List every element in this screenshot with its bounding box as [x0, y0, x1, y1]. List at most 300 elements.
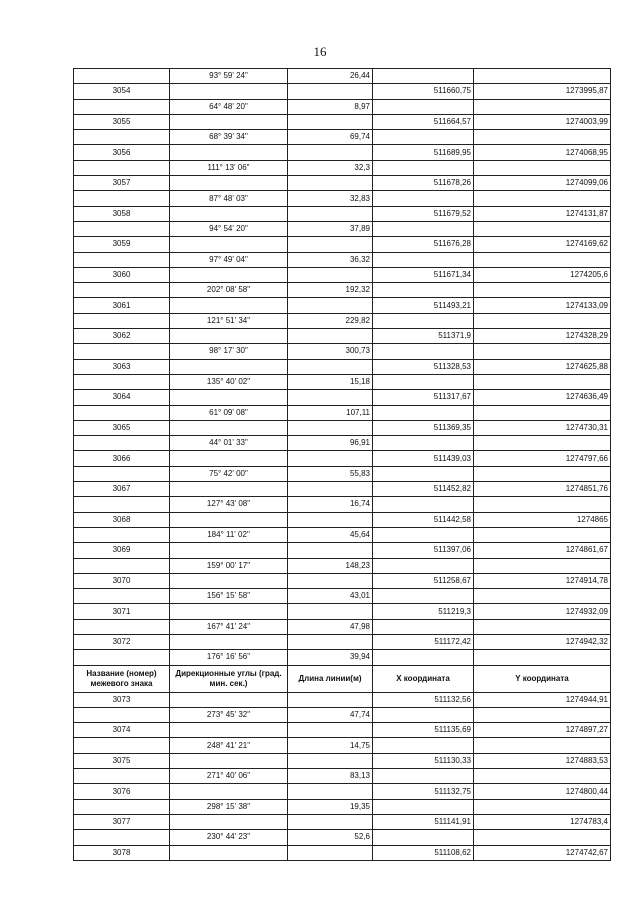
cell-name: 3056	[74, 145, 170, 160]
cell-name	[74, 99, 170, 114]
cell-y: 1274003,99	[474, 114, 611, 129]
cell-y: 1274883,53	[474, 753, 611, 768]
cell-name	[74, 191, 170, 206]
table-row	[74, 573, 611, 588]
cell-x	[373, 99, 474, 114]
cell-x	[373, 436, 474, 451]
cell-x	[373, 707, 474, 722]
cell-length: 8,97	[288, 99, 373, 114]
cell-y	[474, 619, 611, 634]
cell-name: 3060	[74, 267, 170, 282]
cell-name	[74, 830, 170, 845]
cell-x: 511328,53	[373, 359, 474, 374]
cell-length	[288, 482, 373, 497]
cell-angle: 44° 01' 33"	[170, 436, 288, 451]
cell-name	[74, 589, 170, 604]
cell-x	[373, 589, 474, 604]
cell-y: 1274861,67	[474, 543, 611, 558]
cell-x: 511660,75	[373, 84, 474, 99]
cell-angle	[170, 267, 288, 282]
cell-angle	[170, 543, 288, 558]
table-row	[74, 723, 611, 738]
cell-angle	[170, 420, 288, 435]
cell-angle	[170, 634, 288, 649]
cell-length: 148,23	[288, 558, 373, 573]
table-header	[74, 665, 611, 692]
cell-y	[474, 738, 611, 753]
cell-name	[74, 466, 170, 481]
cell-x: 511442,58	[373, 512, 474, 527]
cell-angle: 97° 49' 04"	[170, 252, 288, 267]
table-row	[74, 176, 611, 191]
cell-angle	[170, 845, 288, 860]
cell-length	[288, 329, 373, 344]
cell-name: 3072	[74, 634, 170, 649]
cell-y: 1274800,44	[474, 784, 611, 799]
cell-length	[288, 145, 373, 160]
cell-name: 3073	[74, 692, 170, 707]
cell-name: 3075	[74, 753, 170, 768]
cell-length: 32,83	[288, 191, 373, 206]
cell-length: 14,75	[288, 738, 373, 753]
cell-angle: 298° 15' 38"	[170, 799, 288, 814]
cell-length: 83,13	[288, 769, 373, 784]
table-row	[74, 482, 611, 497]
cell-y	[474, 799, 611, 814]
cell-y: 1274897,27	[474, 723, 611, 738]
table-row	[74, 84, 611, 99]
cell-length: 47,98	[288, 619, 373, 634]
table-row	[74, 543, 611, 558]
table-row	[74, 814, 611, 829]
cell-name: 3078	[74, 845, 170, 860]
table-row	[74, 390, 611, 405]
cell-y	[474, 650, 611, 665]
table-row	[74, 114, 611, 129]
table-row	[74, 845, 611, 860]
table-row	[74, 313, 611, 328]
cell-x: 511172,42	[373, 634, 474, 649]
cell-x	[373, 252, 474, 267]
cell-name	[74, 252, 170, 267]
cell-x: 511317,67	[373, 390, 474, 405]
table-row	[74, 769, 611, 784]
cell-y: 1274730,31	[474, 420, 611, 435]
cell-name	[74, 160, 170, 175]
cell-x	[373, 799, 474, 814]
cell-length	[288, 176, 373, 191]
table-row	[74, 692, 611, 707]
cell-name: 3059	[74, 237, 170, 252]
cell-y	[474, 160, 611, 175]
cell-x: 511439,03	[373, 451, 474, 466]
cell-x	[373, 344, 474, 359]
cell-angle: 176° 16' 56"	[170, 650, 288, 665]
table-row	[74, 512, 611, 527]
cell-x: 511108,62	[373, 845, 474, 860]
cell-x	[373, 738, 474, 753]
cell-angle	[170, 753, 288, 768]
cell-angle: 159° 00' 17"	[170, 558, 288, 573]
table-row	[74, 221, 611, 236]
cell-x	[373, 221, 474, 236]
cell-name	[74, 130, 170, 145]
cell-angle	[170, 329, 288, 344]
cell-length	[288, 420, 373, 435]
table-row	[74, 619, 611, 634]
cell-length	[288, 814, 373, 829]
cell-y: 1274865	[474, 512, 611, 527]
table-row	[74, 374, 611, 389]
cell-angle	[170, 784, 288, 799]
header-x: X координата	[373, 665, 474, 692]
table-body-top	[74, 69, 611, 666]
cell-angle	[170, 176, 288, 191]
cell-name	[74, 221, 170, 236]
table-row	[74, 650, 611, 665]
cell-y: 1274944,91	[474, 692, 611, 707]
header-row	[74, 665, 611, 692]
cell-y: 1274328,29	[474, 329, 611, 344]
cell-name	[74, 405, 170, 420]
cell-angle: 75° 42' 00"	[170, 466, 288, 481]
cell-x: 511369,35	[373, 420, 474, 435]
table-row	[74, 784, 611, 799]
cell-y: 1274851,76	[474, 482, 611, 497]
table-row	[74, 252, 611, 267]
cell-x: 511676,28	[373, 237, 474, 252]
cell-name: 3054	[74, 84, 170, 99]
table-row	[74, 436, 611, 451]
cell-name: 3077	[74, 814, 170, 829]
table-row	[74, 206, 611, 221]
cell-angle	[170, 692, 288, 707]
table-row	[74, 420, 611, 435]
cell-x: 511678,26	[373, 176, 474, 191]
cell-y	[474, 313, 611, 328]
table-body-bottom	[74, 692, 611, 860]
cell-y: 1274942,32	[474, 634, 611, 649]
table-row	[74, 344, 611, 359]
table-row	[74, 451, 611, 466]
cell-length: 15,18	[288, 374, 373, 389]
cell-y	[474, 69, 611, 84]
cell-y: 1274636,49	[474, 390, 611, 405]
table-row	[74, 237, 611, 252]
cell-name	[74, 527, 170, 542]
table-row	[74, 634, 611, 649]
cell-y: 1274914,78	[474, 573, 611, 588]
header-angle: Дирекционные углы (град. мин. сек.)	[170, 665, 288, 692]
cell-x	[373, 69, 474, 84]
cell-angle	[170, 390, 288, 405]
cell-angle	[170, 451, 288, 466]
table-row	[74, 160, 611, 175]
cell-y: 1274742,67	[474, 845, 611, 860]
table-row	[74, 589, 611, 604]
cell-x	[373, 830, 474, 845]
cell-length	[288, 573, 373, 588]
cell-name: 3063	[74, 359, 170, 374]
header-length: Длина линии(м)	[288, 665, 373, 692]
cell-y	[474, 497, 611, 512]
table-row	[74, 604, 611, 619]
cell-angle: 202° 08' 58"	[170, 283, 288, 298]
cell-length	[288, 753, 373, 768]
cell-y	[474, 221, 611, 236]
cell-length	[288, 845, 373, 860]
cell-angle: 121° 51' 34"	[170, 313, 288, 328]
cell-angle: 87° 48' 03"	[170, 191, 288, 206]
cell-name: 3065	[74, 420, 170, 435]
cell-angle: 68° 39' 34"	[170, 130, 288, 145]
cell-length	[288, 84, 373, 99]
cell-name: 3058	[74, 206, 170, 221]
cell-length	[288, 692, 373, 707]
cell-name	[74, 738, 170, 753]
cell-name	[74, 619, 170, 634]
cell-x: 511689,95	[373, 145, 474, 160]
cell-length: 32,3	[288, 160, 373, 175]
cell-length: 45,64	[288, 527, 373, 542]
cell-angle	[170, 145, 288, 160]
cell-angle: 271° 40' 06"	[170, 769, 288, 784]
cell-angle: 135° 40' 02"	[170, 374, 288, 389]
cell-angle	[170, 206, 288, 221]
cell-angle	[170, 237, 288, 252]
cell-x: 511671,34	[373, 267, 474, 282]
table-row	[74, 329, 611, 344]
table-row	[74, 753, 611, 768]
cell-angle	[170, 114, 288, 129]
cell-x	[373, 405, 474, 420]
cell-length: 37,89	[288, 221, 373, 236]
cell-y	[474, 283, 611, 298]
cell-angle: 167° 41' 24"	[170, 619, 288, 634]
cell-name	[74, 558, 170, 573]
cell-y: 1274783,4	[474, 814, 611, 829]
cell-length	[288, 390, 373, 405]
table-row	[74, 99, 611, 114]
cell-y: 1273995,87	[474, 84, 611, 99]
cell-y: 1274932,09	[474, 604, 611, 619]
cell-x: 511219,3	[373, 604, 474, 619]
cell-x	[373, 374, 474, 389]
cell-x: 511452,82	[373, 482, 474, 497]
table-row	[74, 298, 611, 313]
cell-name: 3061	[74, 298, 170, 313]
cell-angle: 64° 48' 20"	[170, 99, 288, 114]
cell-angle	[170, 573, 288, 588]
cell-length	[288, 543, 373, 558]
cell-x: 511371,9	[373, 329, 474, 344]
cell-x	[373, 160, 474, 175]
cell-x: 511132,75	[373, 784, 474, 799]
cell-angle	[170, 359, 288, 374]
table-row	[74, 145, 611, 160]
cell-y	[474, 589, 611, 604]
table-row	[74, 267, 611, 282]
cell-x	[373, 130, 474, 145]
cell-length: 36,32	[288, 252, 373, 267]
cell-name: 3067	[74, 482, 170, 497]
cell-name: 3066	[74, 451, 170, 466]
cell-angle	[170, 298, 288, 313]
cell-angle: 230° 44' 23"	[170, 830, 288, 845]
cell-name	[74, 497, 170, 512]
cell-angle: 111° 13' 06"	[170, 160, 288, 175]
table-row	[74, 707, 611, 722]
cell-name	[74, 650, 170, 665]
cell-x	[373, 527, 474, 542]
cell-y: 1274131,87	[474, 206, 611, 221]
header-name: Название (номер) межевого знака	[74, 665, 170, 692]
cell-name	[74, 313, 170, 328]
page-number: 16	[313, 44, 327, 59]
cell-angle: 273° 45' 32"	[170, 707, 288, 722]
cell-length	[288, 634, 373, 649]
cell-length	[288, 451, 373, 466]
cell-length	[288, 723, 373, 738]
cell-name: 3076	[74, 784, 170, 799]
cell-name: 3055	[74, 114, 170, 129]
cell-y	[474, 99, 611, 114]
cell-length: 26,44	[288, 69, 373, 84]
cell-length	[288, 298, 373, 313]
cell-angle: 127° 43' 08"	[170, 497, 288, 512]
cell-angle: 93° 59' 24"	[170, 69, 288, 84]
cell-x: 511130,33	[373, 753, 474, 768]
cell-x: 511135,69	[373, 723, 474, 738]
table-row	[74, 359, 611, 374]
table-row	[74, 466, 611, 481]
table-row	[74, 130, 611, 145]
table-row	[74, 283, 611, 298]
cell-y: 1274625,88	[474, 359, 611, 374]
cell-y: 1274133,09	[474, 298, 611, 313]
cell-angle	[170, 604, 288, 619]
cell-angle	[170, 512, 288, 527]
table-row	[74, 738, 611, 753]
cell-length	[288, 267, 373, 282]
table-row	[74, 799, 611, 814]
cell-y: 1274169,62	[474, 237, 611, 252]
cell-x	[373, 619, 474, 634]
table-row	[74, 69, 611, 84]
cell-x: 511679,52	[373, 206, 474, 221]
cell-y	[474, 436, 611, 451]
cell-name: 3070	[74, 573, 170, 588]
cell-name: 3068	[74, 512, 170, 527]
cell-x: 511132,56	[373, 692, 474, 707]
cell-length	[288, 237, 373, 252]
cell-name	[74, 799, 170, 814]
cell-length: 96,91	[288, 436, 373, 451]
cell-name	[74, 769, 170, 784]
cell-name	[74, 344, 170, 359]
cell-length: 52,6	[288, 830, 373, 845]
cell-y: 1274205,6	[474, 267, 611, 282]
cell-name	[74, 436, 170, 451]
cell-angle	[170, 482, 288, 497]
cell-y	[474, 558, 611, 573]
cell-y: 1274797,66	[474, 451, 611, 466]
cell-y	[474, 191, 611, 206]
cell-angle	[170, 814, 288, 829]
cell-y: 1274068,95	[474, 145, 611, 160]
cell-name	[74, 707, 170, 722]
cell-length	[288, 604, 373, 619]
cell-x	[373, 283, 474, 298]
cell-x: 511664,57	[373, 114, 474, 129]
cell-name	[74, 69, 170, 84]
cell-y	[474, 405, 611, 420]
cell-x	[373, 650, 474, 665]
cell-name	[74, 283, 170, 298]
cell-y	[474, 830, 611, 845]
cell-length: 43,01	[288, 589, 373, 604]
cell-y	[474, 130, 611, 145]
cell-x	[373, 191, 474, 206]
table-row	[74, 405, 611, 420]
cell-angle: 156° 15' 58"	[170, 589, 288, 604]
table-row	[74, 527, 611, 542]
cell-length	[288, 206, 373, 221]
boundary-coordinates-table	[73, 68, 611, 861]
cell-angle: 248° 41' 21"	[170, 738, 288, 753]
cell-length	[288, 114, 373, 129]
cell-x	[373, 466, 474, 481]
cell-length: 19,35	[288, 799, 373, 814]
cell-name: 3064	[74, 390, 170, 405]
header-y: Y координата	[474, 665, 611, 692]
cell-length: 300,73	[288, 344, 373, 359]
cell-x	[373, 497, 474, 512]
cell-x: 511141,91	[373, 814, 474, 829]
table-row	[74, 558, 611, 573]
cell-y	[474, 374, 611, 389]
cell-length	[288, 359, 373, 374]
cell-y	[474, 252, 611, 267]
cell-length	[288, 512, 373, 527]
table-row	[74, 497, 611, 512]
cell-name: 3069	[74, 543, 170, 558]
cell-angle: 61° 09' 08"	[170, 405, 288, 420]
cell-y	[474, 769, 611, 784]
cell-angle	[170, 84, 288, 99]
cell-angle: 94° 54' 20"	[170, 221, 288, 236]
cell-x: 511258,67	[373, 573, 474, 588]
cell-x: 511397,06	[373, 543, 474, 558]
cell-angle: 184° 11' 02"	[170, 527, 288, 542]
cell-length: 229,82	[288, 313, 373, 328]
cell-x: 511493,21	[373, 298, 474, 313]
cell-length: 55,83	[288, 466, 373, 481]
cell-name: 3062	[74, 329, 170, 344]
cell-name: 3074	[74, 723, 170, 738]
cell-name	[74, 374, 170, 389]
table-row	[74, 191, 611, 206]
cell-y	[474, 344, 611, 359]
cell-length: 47,74	[288, 707, 373, 722]
table-row	[74, 830, 611, 845]
cell-y	[474, 527, 611, 542]
cell-y: 1274099,06	[474, 176, 611, 191]
cell-length	[288, 784, 373, 799]
cell-length: 192,32	[288, 283, 373, 298]
cell-name: 3057	[74, 176, 170, 191]
cell-length: 69,74	[288, 130, 373, 145]
